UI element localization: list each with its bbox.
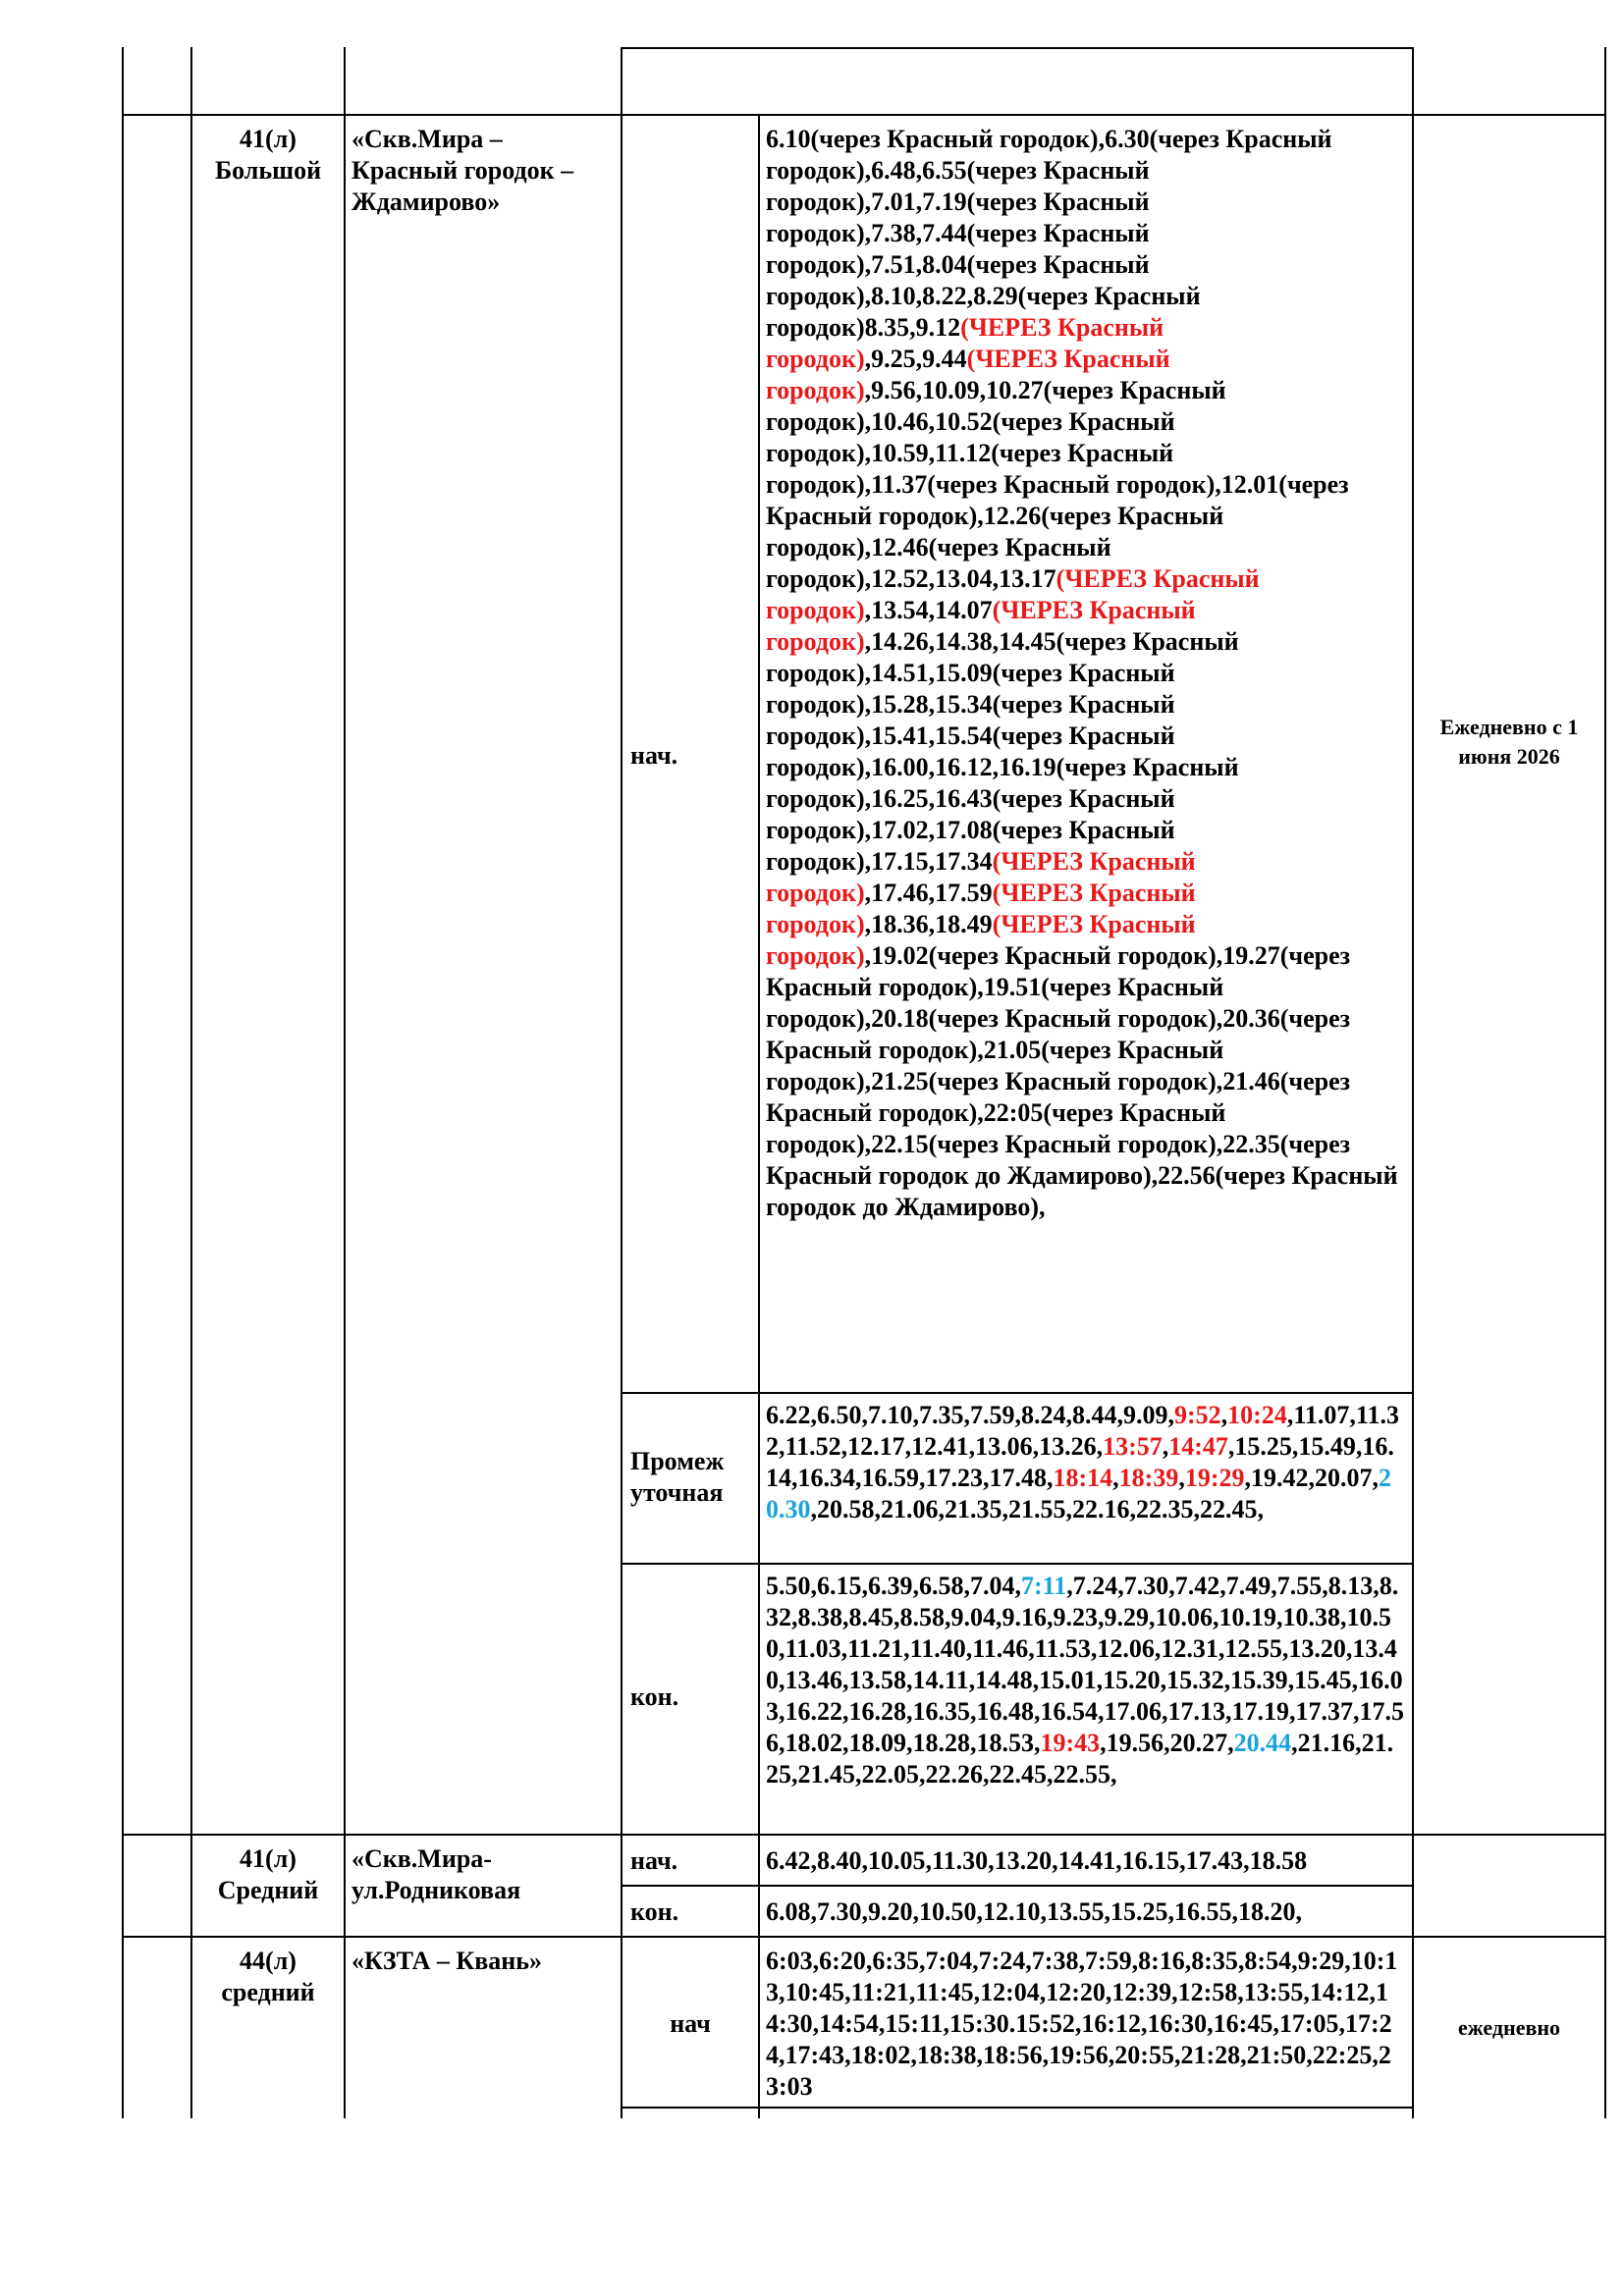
time-text: ,18.36,18.49 — [864, 910, 993, 938]
row-divider-1b — [621, 1563, 1414, 1565]
schedule-times-end — [766, 1571, 1404, 1790]
route-name: «КЗТА – Квань» — [352, 1947, 543, 1975]
time-text: 5.50,6.15,6.39,6.58,7.04, — [766, 1572, 1021, 1600]
bus-class-text: Большой — [214, 156, 322, 185]
time-text: 6:03,6:20,6:35,7:04,7:24,7:38,7:59,8:16,8:35,8:54,9:29,10:13,10:45,11:21,11:45,12:04,12:20,12:39,12:58,13:55,14:12,14:30,14:54,15:11,15:30.15:52,16:12,16:30,16:45,17:05,17:24,17:43,18:02,18:38,18:56,19:56,20:55,21:28,21:50,22:25,23:03 — [766, 1947, 1398, 2101]
top-segment-rule — [621, 47, 1414, 49]
schedule-times-start — [766, 124, 1404, 1223]
col-divider-3 — [621, 47, 623, 2118]
col-divider-5 — [1412, 47, 1414, 2118]
schedule-times-intermediate — [766, 1400, 1404, 1525]
time-text: , — [1162, 1432, 1169, 1461]
highlighted-time: 19:29 — [1184, 1464, 1245, 1492]
schedule-times-start — [766, 1845, 1404, 1877]
time-text: , — [1220, 1401, 1228, 1429]
route-number-text: 41(л) — [240, 125, 297, 153]
route-name: «Скв.Мира- ул.Родниковая — [352, 1844, 521, 1904]
route-number — [192, 1946, 344, 2008]
time-text: ,19.56,20.27, — [1100, 1729, 1234, 1757]
time-text: , — [1178, 1464, 1185, 1492]
highlighted-time: 9:52 — [1174, 1401, 1221, 1429]
row-divider-3 — [122, 1936, 1606, 1938]
stop-label-start: нач. — [630, 741, 678, 770]
highlighted-time: 20.44 — [1233, 1729, 1292, 1757]
time-text: ,20.58,21.06,21.35,21.55,22.16,22.35,22.45, — [810, 1495, 1264, 1523]
route-number-text: 41(л) — [240, 1844, 297, 1873]
highlighted-time: 18:14 — [1053, 1464, 1113, 1492]
time-text: ,11.07,11.32,11.52,12.17,12.41,13.06,13.26, — [766, 1401, 1399, 1461]
time-text: , — [1112, 1464, 1119, 1492]
highlighted-time: 18:39 — [1118, 1464, 1179, 1492]
highlighted-time: 7:11 — [1021, 1572, 1067, 1600]
time-text: ,19.02(через Красный городок),19.27(через Красный городок),19.51(через Красный городок),20.18(через Красный городок),20.36(через Красный городок),21.05(через Красный городок),21.25(через Красный городок),21.46(через Красный городок),22:05(через Красный городок),22.15(через Красный городок),22.35(через Красный городок до Ждамирово),22.56(через Красный городок до Ждамирово), — [766, 941, 1398, 1221]
bus-class-text: средний — [221, 1978, 315, 2006]
time-text: 6.42,8.40,10.05,11.30,13.20,14.41,16.15,17.43,18.58 — [766, 1846, 1308, 1875]
highlighted-time: (ЧЕРЕЗ Красный городок) — [766, 564, 1260, 624]
schedule-times-end — [766, 1896, 1404, 1928]
col-divider-2 — [344, 47, 346, 2118]
route-number — [192, 1843, 344, 1906]
bottom-segment-rule — [621, 2107, 1414, 2109]
highlighted-time: 14:47 — [1168, 1432, 1228, 1461]
highlighted-time: (ЧЕРЕЗ Красный городок) — [766, 313, 1164, 373]
time-text: 6.10(через Красный городок),6.30(через Красный городок),6.48,6.55(через Красный городок),7.01,7.19(через Красный городок),7.38,7.44(через Красный городок),7.51,8.04(через Красный городок),8.10,8.22,8.29(через Красный городок)8.35,9.12 — [766, 125, 1332, 342]
route-number-text: 44(л) — [240, 1947, 297, 1975]
col-divider-4 — [758, 114, 760, 2118]
service-note: ежедневно — [1457, 2015, 1561, 2040]
time-text: ,7.24,7.30,7.42,7.49,7.55,8.13,8.32,8.38,8.45,8.58,9.04,9.16,9.23,9.29,10.06,10.19,10.38,10.50,11.03,11.21,11.40,11.46,11.53,12.06,12.31,12.55,13.20,13.40,13.46,13.58,14.11,14.48,15.01,15.20,15.32,15.39,15.45,16.03,16.22,16.28,16.35,16.48,16.54,17.06,17.13,17.19,17.37,17.56,18.02,18.09,18.28,18.53, — [766, 1572, 1404, 1757]
row-divider-2a — [621, 1885, 1414, 1887]
bus-class-text: Средний — [217, 1876, 319, 1904]
route-name: «Скв.Мира – Красный городок – Ждамирово» — [352, 125, 574, 216]
highlighted-time: (ЧЕРЕЗ Красный городок) — [766, 879, 1196, 938]
schedule-times-start — [766, 1946, 1404, 2103]
row-divider-1 — [122, 114, 1606, 116]
highlighted-time: (ЧЕРЕЗ Красный городок) — [766, 847, 1196, 907]
highlighted-time: 20.30 — [766, 1464, 1392, 1523]
highlighted-time: (ЧЕРЕЗ Красный городок) — [766, 910, 1196, 970]
time-text: ,9.56,10.09,10.27(через Красный городок),10.46,10.52(через Красный городок),10.59,11.12(через Красный городок),11.37(через Красный городок),12.01(через Красный городок),12.26(через Красный городок),12.46(через Красный городок),12.52,13.04,13.17 — [766, 376, 1349, 593]
highlighted-time: (ЧЕРЕЗ Красный городок) — [766, 596, 1196, 656]
time-text: ,17.46,17.59 — [864, 879, 993, 907]
highlighted-time: (ЧЕРЕЗ Красный городок) — [766, 345, 1170, 404]
time-text: ,15.25,15.49,16.14,16.34,16.59,17.23,17.48, — [766, 1432, 1394, 1492]
service-note: Ежедневно с 1 июня 2026 — [1439, 715, 1579, 769]
time-text: ,9.25,9.44 — [864, 345, 967, 373]
time-text: 6.08,7.30,9.20,10.50,12.10,13.55,15.25,16.55,18.20, — [766, 1897, 1302, 1926]
time-text: ,14.26,14.38,14.45(через Красный городок),14.51,15.09(через Красный городок),15.28,15.34(через Красный городок),15.41,15.54(через Красный городок),16.00,16.12,16.19(через Красный городок),16.25,16.43(через Красный городок),17.02,17.08(через Красный городок),17.15,17.34 — [766, 627, 1239, 876]
col-divider-1 — [190, 47, 192, 2118]
table-border-left — [122, 47, 124, 2118]
highlighted-time: 19:43 — [1040, 1729, 1101, 1757]
highlighted-time: 13:57 — [1103, 1432, 1163, 1461]
time-text: ,21.16,21.25,21.45,22.05,22.26,22.45,22.55, — [766, 1729, 1394, 1789]
time-text: 6.22,6.50,7.10,7.35,7.59,8.24,8.44,9.09, — [766, 1401, 1174, 1429]
time-text: ,19.42,20.07, — [1244, 1464, 1380, 1492]
stop-label-end: кон. — [630, 1897, 679, 1926]
route-number — [192, 124, 344, 187]
highlighted-time: 10:24 — [1227, 1401, 1287, 1429]
row-divider-1a — [621, 1392, 1414, 1394]
stop-label-end: кон. — [630, 1682, 679, 1711]
stop-label-intermediate: Промеж уточная — [630, 1447, 725, 1507]
stop-label-start: нач — [670, 2009, 711, 2038]
time-text: ,13.54,14.07 — [864, 596, 993, 624]
table-border-right — [1604, 47, 1606, 2118]
stop-label-start: нач. — [630, 1846, 678, 1875]
row-divider-2 — [122, 1834, 1606, 1836]
